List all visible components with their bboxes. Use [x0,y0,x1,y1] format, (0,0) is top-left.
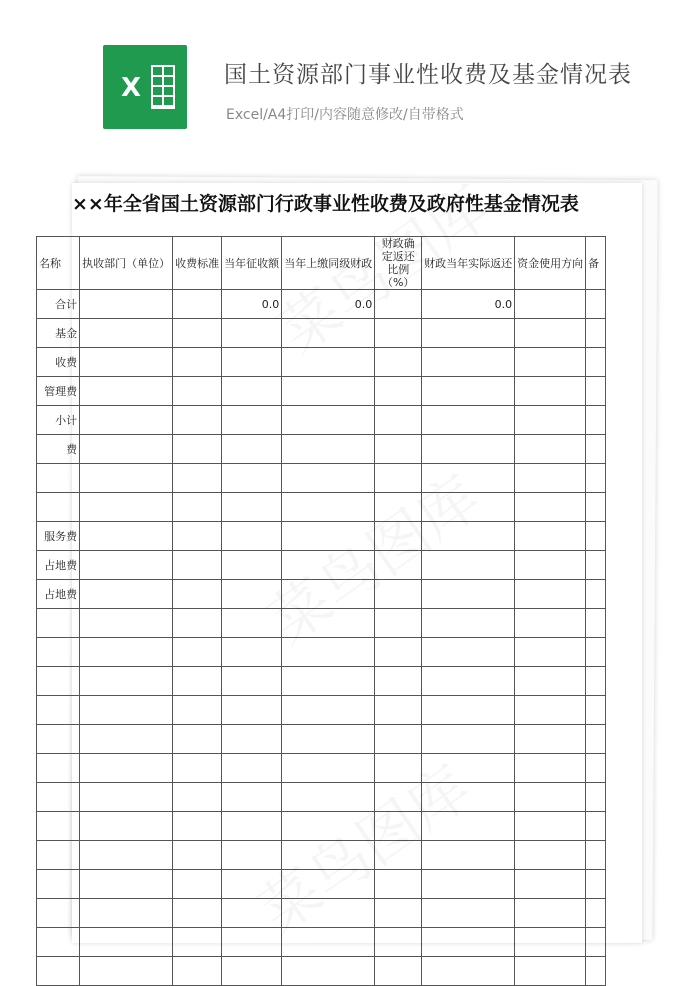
table-cell [80,464,173,493]
table-cell [282,348,375,377]
table-cell: 基金 [37,319,80,348]
table-cell [173,957,222,986]
table-cell [586,870,606,899]
table-cell [586,319,606,348]
table-cell [586,841,606,870]
table-cell [375,493,422,522]
table-cell [80,290,173,319]
table-cell [422,928,515,957]
table-row [37,696,606,725]
table-cell [586,348,606,377]
table-cell [515,841,586,870]
table-cell [80,493,173,522]
table-cell [375,667,422,696]
table-cell [80,899,173,928]
table-cell: 占地费 [37,580,80,609]
table-cell [515,754,586,783]
table-row [37,551,606,580]
table-row [37,580,606,609]
column-header: 执收部门（单位） [80,237,173,290]
table-cell [173,522,222,551]
table-cell [173,435,222,464]
table-cell [586,493,606,522]
table-cell [515,812,586,841]
table-row [37,609,606,638]
table-cell [422,377,515,406]
table-cell [173,841,222,870]
table-cell [282,522,375,551]
table-cell [375,899,422,928]
table-cell [282,812,375,841]
table-cell [80,551,173,580]
table-cell [173,609,222,638]
table-cell [80,783,173,812]
table-cell [515,609,586,638]
table-cell [37,609,80,638]
table-cell [80,522,173,551]
table-cell [222,609,282,638]
table-cell [282,406,375,435]
table-cell [80,696,173,725]
column-header: 收费标准 [173,237,222,290]
table-cell [375,580,422,609]
table-cell [515,464,586,493]
table-cell [222,319,282,348]
table-cell [173,928,222,957]
table-cell [222,522,282,551]
table-cell [586,667,606,696]
table-cell [173,754,222,783]
table-cell [282,667,375,696]
table-cell [282,696,375,725]
table-cell [375,319,422,348]
table-cell [37,928,80,957]
table-cell [222,435,282,464]
table-cell [222,377,282,406]
table-cell [282,841,375,870]
table-cell [422,551,515,580]
table-cell [173,464,222,493]
table-cell [586,464,606,493]
table-cell [222,493,282,522]
column-header: 当年上缴同级财政 [282,237,375,290]
table-cell [173,870,222,899]
table-cell [586,725,606,754]
table-cell [222,899,282,928]
column-header: 财政确定返还比例（%） [375,237,422,290]
table-cell [80,754,173,783]
table-row [37,812,606,841]
table-cell [515,870,586,899]
table-cell [80,348,173,377]
table-cell [222,870,282,899]
table-cell [222,667,282,696]
table-cell [222,348,282,377]
table-cell [37,783,80,812]
table-cell [375,406,422,435]
table-cell: 合计 [37,290,80,319]
table-cell [422,348,515,377]
table-cell [586,957,606,986]
table-cell [222,638,282,667]
table-cell [586,696,606,725]
table-cell [586,812,606,841]
table-cell [515,435,586,464]
table-cell: 0.0 [422,290,515,319]
table-cell [375,841,422,870]
table-cell [282,870,375,899]
table-cell [375,783,422,812]
table-cell [173,493,222,522]
table-cell: 服务费 [37,522,80,551]
table-cell [422,667,515,696]
table-cell [282,725,375,754]
table-cell [586,406,606,435]
table-cell [422,464,515,493]
table-cell [515,493,586,522]
table-cell [422,957,515,986]
table-cell [375,754,422,783]
table-cell [37,464,80,493]
table-cell [422,812,515,841]
table-cell [282,957,375,986]
table-row [37,841,606,870]
table-cell [586,899,606,928]
table-cell [173,377,222,406]
table-cell [222,754,282,783]
document-title: 国土资源部门事业性收费及基金情况表 [224,62,632,88]
table-cell [515,957,586,986]
table-row [37,783,606,812]
table-cell [37,870,80,899]
table-cell [515,377,586,406]
table-cell [515,406,586,435]
table-cell [422,725,515,754]
table-cell [375,609,422,638]
excel-logo-icon [103,45,187,129]
table-cell [37,696,80,725]
table-cell [173,899,222,928]
table-cell [586,754,606,783]
table-cell [282,464,375,493]
table-cell [375,348,422,377]
table-cell [515,290,586,319]
table-cell [80,377,173,406]
table-cell [173,406,222,435]
table-cell [375,290,422,319]
table-cell: 费 [37,435,80,464]
column-header: 财政当年实际返还 [422,237,515,290]
excel-grid-icon [151,65,175,109]
table-cell [37,957,80,986]
table-row [37,667,606,696]
table-row [37,899,606,928]
column-header: 当年征收额 [222,237,282,290]
table-cell [80,870,173,899]
table-cell [173,696,222,725]
table-cell [375,551,422,580]
sheet-title: ××年全省国土资源部门行政事业性收费及政府性基金情况表 [72,193,579,215]
table-cell [222,725,282,754]
table-cell [173,667,222,696]
table-row [37,348,606,377]
table-cell [586,783,606,812]
table-cell [37,638,80,667]
table-cell [375,725,422,754]
table-cell [80,319,173,348]
table-cell [173,290,222,319]
table-cell [422,319,515,348]
table-cell [422,580,515,609]
table-cell [80,667,173,696]
table-cell [222,783,282,812]
table-cell [375,464,422,493]
table-cell [586,580,606,609]
table-cell [375,638,422,667]
excel-x-glyph: X [120,73,142,103]
table-cell [37,841,80,870]
table-row [37,319,606,348]
column-header: 资金使用方向 [515,237,586,290]
table-cell [515,580,586,609]
table-cell [422,406,515,435]
table-cell [222,580,282,609]
table-cell [375,870,422,899]
table-cell [375,522,422,551]
table-cell [422,899,515,928]
fee-table [36,236,606,986]
table-row [37,464,606,493]
table-cell [173,348,222,377]
spreadsheet-preview [39,183,642,943]
table-row [37,290,606,319]
table-header-row [37,237,606,290]
table-row [37,493,606,522]
table-cell [422,841,515,870]
table-cell [375,812,422,841]
table-cell [282,638,375,667]
table-cell [222,406,282,435]
table-row [37,754,606,783]
table-cell: 0.0 [282,290,375,319]
table-cell [586,435,606,464]
table-cell [586,638,606,667]
table-cell: 占地费 [37,551,80,580]
table-cell [422,638,515,667]
table-cell [515,928,586,957]
table-cell [173,319,222,348]
table-cell [222,464,282,493]
table-cell [586,522,606,551]
table-cell [282,319,375,348]
table-cell [80,435,173,464]
table-cell [515,696,586,725]
table-cell [37,812,80,841]
table-cell [222,928,282,957]
table-cell [80,928,173,957]
table-cell [282,493,375,522]
table-cell [375,928,422,957]
table-cell [375,435,422,464]
table-cell [37,754,80,783]
table-row [37,957,606,986]
table-cell [173,551,222,580]
table-cell [282,754,375,783]
table-cell [80,638,173,667]
table-cell [282,580,375,609]
table-cell [375,377,422,406]
table-cell [422,696,515,725]
table-cell [422,493,515,522]
table-cell [80,406,173,435]
table-row [37,435,606,464]
table-cell [173,783,222,812]
table-cell: 0.0 [222,290,282,319]
table-row [37,928,606,957]
table-cell [80,609,173,638]
column-header: 备 [586,237,606,290]
table-cell [282,928,375,957]
table-cell [515,899,586,928]
table-cell [586,928,606,957]
table-cell [173,580,222,609]
table-cell [222,551,282,580]
column-header: 名称 [37,237,80,290]
table-cell [586,290,606,319]
table-cell [586,551,606,580]
table-cell [515,667,586,696]
table-cell [37,667,80,696]
table-cell [422,754,515,783]
table-cell [586,609,606,638]
table-cell [422,609,515,638]
table-row [37,638,606,667]
table-cell [282,377,375,406]
table-cell [37,493,80,522]
table-cell [37,899,80,928]
table-cell [422,783,515,812]
table-cell [222,696,282,725]
table-cell [282,783,375,812]
table-cell [282,609,375,638]
table-cell [80,841,173,870]
table-cell [375,696,422,725]
table-cell [80,957,173,986]
table-cell [375,957,422,986]
table-cell [515,725,586,754]
table-cell [173,812,222,841]
table-cell [37,725,80,754]
table-cell [515,551,586,580]
table-row [37,522,606,551]
table-cell: 小计 [37,406,80,435]
table-cell [80,725,173,754]
table-cell [282,899,375,928]
table-cell [282,435,375,464]
table-row [37,870,606,899]
table-cell [222,812,282,841]
table-cell [222,957,282,986]
table-row [37,725,606,754]
table-cell [80,812,173,841]
table-cell [422,522,515,551]
table-cell [515,319,586,348]
table-cell [515,348,586,377]
table-cell [222,841,282,870]
table-cell [80,580,173,609]
table-row [37,377,606,406]
table-cell [515,783,586,812]
table-cell [515,522,586,551]
table-cell [173,725,222,754]
table-cell: 管理费 [37,377,80,406]
table-row [37,406,606,435]
table-cell: 收费 [37,348,80,377]
table-cell [422,870,515,899]
table-cell [422,435,515,464]
table-cell [515,638,586,667]
table-cell [173,638,222,667]
table-cell [282,551,375,580]
document-subtitle: Excel/A4打印/内容随意修改/自带格式 [226,107,464,123]
table-cell [586,377,606,406]
